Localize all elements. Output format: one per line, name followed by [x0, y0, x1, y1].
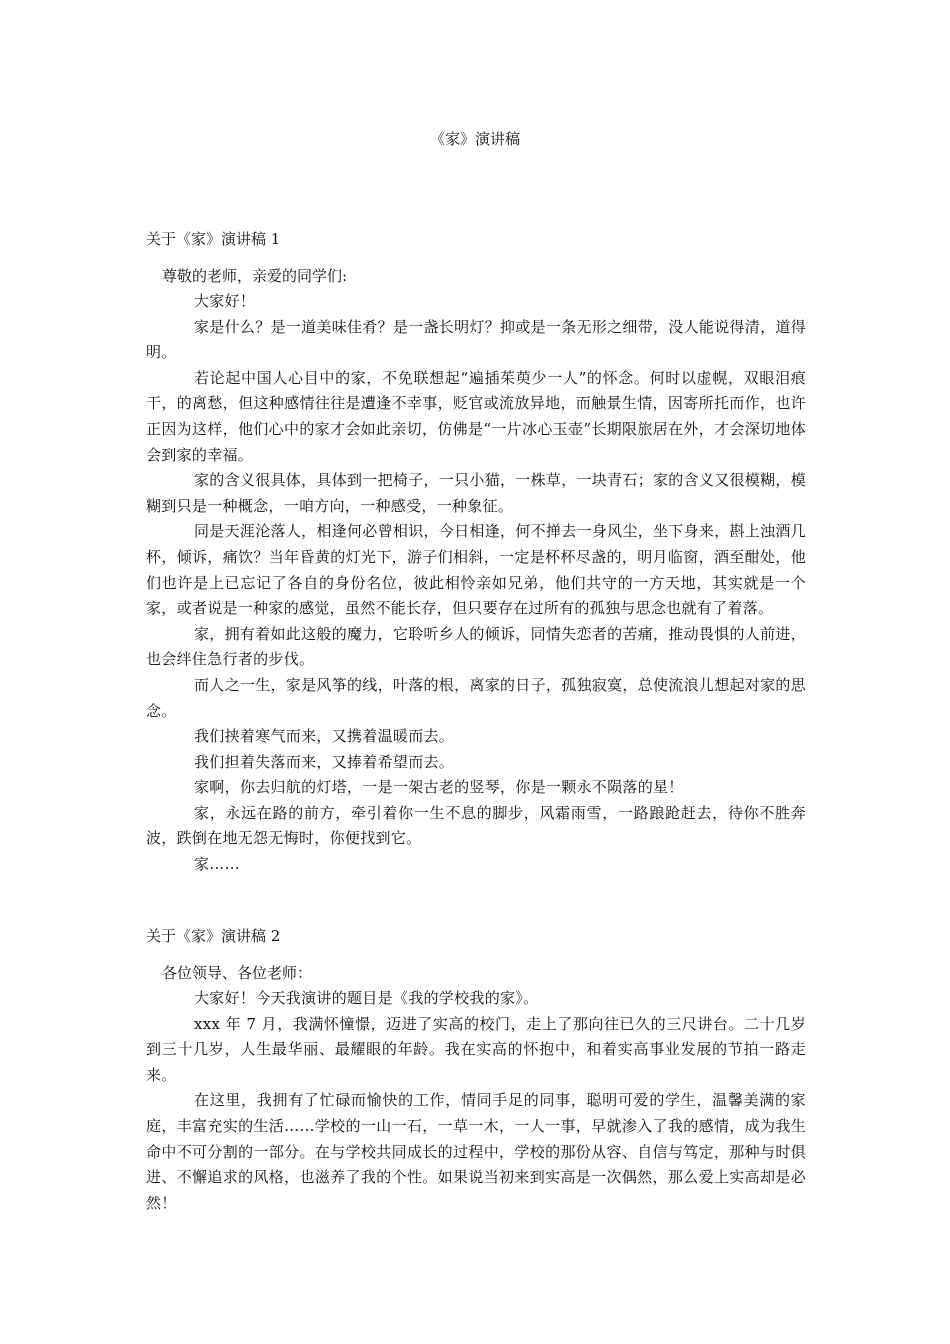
paragraph: 同是天涯沦落人，相逢何必曾相识，今日相逢，何不掸去一身风尘，坐下身来，斟上浊酒几杯，倾诉，痛饮？当年昏黄的灯光下，游子们相斜，一定是杯杯尽盏的，明月临窗，酒至酣处，他们也许是上已忘记了各自的身份名位，彼此相怜亲如兄弟，他们共守的一方天地，其实就是一个家，或者说是一种家的感觉，虽然不能长存，但只要存在过所有的孤独与思念也就有了着落。 — [146, 522, 807, 618]
paragraph: 大家好！ — [194, 292, 256, 310]
document-title: 《家》演讲稿 — [429, 130, 520, 148]
section-heading: 关于《家》演讲稿 2 — [146, 927, 281, 945]
speech-section-2 — [146, 925, 806, 1216]
paragraph: 家是什么？是一道美味佳肴？是一盏长明灯？抑或是一条无形之细带，没人能说得清，道得明。 — [146, 317, 807, 362]
paragraph: 家，永远在路的前方，牵引着你一生不息的脚步，风霜雨雪，一路踉跄赶去，待你不胜奔波，跌倒在地无怨无悔时，你便找到它。 — [146, 803, 806, 848]
salutation: 各位领导、各位老师： — [162, 964, 313, 982]
paragraph: 家啊，你去归航的灯塔，一是一架古老的竖琴，你是一颗永不陨落的星！ — [194, 778, 684, 797]
section-heading: 关于《家》演讲稿 1 — [146, 230, 281, 248]
speech-section-1 — [146, 228, 806, 878]
paragraph: 我们担着失落而来，又捧着希望而去。 — [194, 752, 455, 771]
salutation: 尊敬的老师，亲爱的同学们: — [162, 267, 348, 285]
paragraph: 家…… — [194, 855, 240, 874]
paragraph: xxx 年 7 月，我满怀憧憬，迈进了实高的校门，走上了那向往已久的三尺讲台。二十几岁到三十几岁，人生最华丽、最耀眼的年龄。我在实高的怀抱中，和着实高事业发展的节拍一路走来。 — [146, 1014, 806, 1084]
paragraph: 而人之一生，家是风筝的线，叶落的根，离家的日子，孤独寂寞，总使流浪儿想起对家的思念。 — [146, 675, 807, 720]
paragraph: 家的含义很具体，具体到一把椅子，一只小猫，一株草，一块青石；家的含义又很模糊，模糊到只是一种概念，一咱方向，一种感受，一种象征。 — [146, 471, 807, 515]
paragraph: 若论起中国人心目中的家，不免联想起“遍插茱萸少一人”的怀念。何时以虚幌，双眼泪痕干，的离愁，但这种感情往往是遭逢不幸事，贬官或流放异地，而触景生情，因寄所托而作，也许正因为这样，他们心中的家才会如此亲切，仿佛是“一片冰心玉壶”长期限旅居在外，才会深切地体会到家的幸福。 — [146, 368, 806, 464]
paragraph: 我们挟着寒气而来，又携着温暖而去。 — [194, 727, 455, 746]
paragraph: 家，拥有着如此这般的魔力，它聆听乡人的倾诉，同情失恋者的苦痛，推动畏惧的人前进，也会绊住急行者的步伐。 — [146, 624, 807, 669]
paragraph: 在这里，我拥有了忙碌而愉快的工作，情同手足的同事，聪明可爱的学生，温馨美满的家庭，丰富充实的生活……学校的一山一石，一草一木，一人一事，早就渗入了我的感情，成为我生命中不可分割的一部分。在与学校共同成长的过程中，学校的那份从容、自信与笃定，那种与时俱进、不懈追求的风格，也滋养了我的个性。如果说当初来到实高是一次偶然，那么爱上实高却是必然！ — [146, 1091, 806, 1212]
paragraph: 大家好！今天我演讲的题目是《我的学校我的家》。 — [194, 989, 539, 1007]
